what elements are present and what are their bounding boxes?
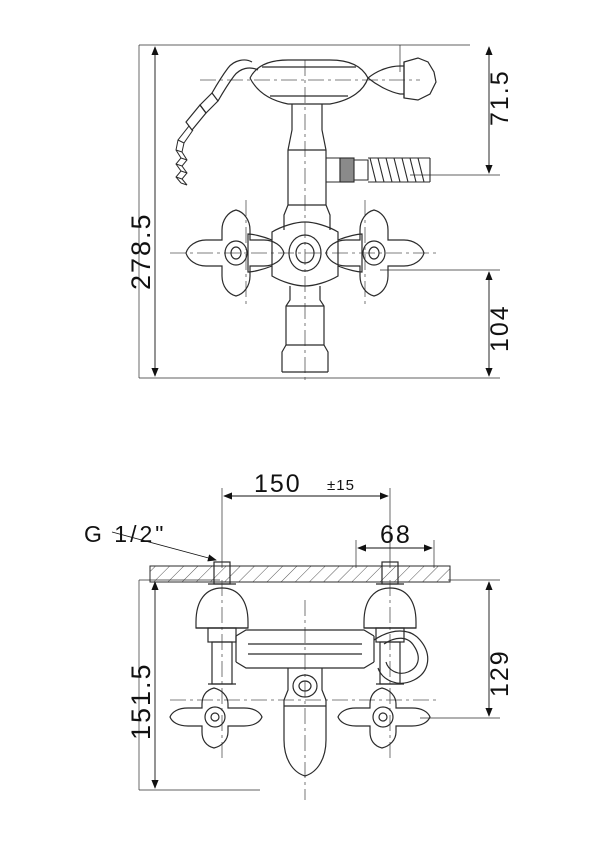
- dimension-label-inlet-spacing: 68: [380, 521, 412, 549]
- dimension-label-centres-spread: 150: [254, 470, 302, 498]
- spout-assembly: [250, 58, 436, 104]
- dimension-label-centres-tolerance: ±15: [327, 477, 355, 494]
- wall-section: [150, 566, 450, 582]
- centre-lines-bottom: [170, 580, 440, 800]
- plan-hose-ring: [374, 631, 428, 683]
- extension-lines-bottom: [139, 488, 500, 790]
- dimension-label-overall-width: 151.5: [126, 662, 156, 740]
- dimension-label-spout-height: 71.5: [486, 69, 514, 126]
- top-plan-view: [112, 488, 500, 800]
- plan-left-cross-handle: [170, 688, 262, 748]
- dimension-lines-bottom: [112, 496, 489, 788]
- handshower-head: [186, 60, 258, 130]
- dimension-label-total-height: 278.5: [126, 212, 156, 290]
- riser-column: [284, 104, 330, 230]
- diverter-outlet: [326, 158, 430, 182]
- shower-hose: [176, 126, 193, 185]
- dimension-label-body-height: 104: [486, 304, 514, 352]
- extension-lines-top: [139, 45, 500, 378]
- plan-right-cross-handle: [338, 688, 430, 748]
- front-elevation-view: [139, 45, 500, 380]
- dimension-label-projection: 129: [486, 649, 514, 697]
- note-thread-callout: G 1/2": [84, 521, 167, 547]
